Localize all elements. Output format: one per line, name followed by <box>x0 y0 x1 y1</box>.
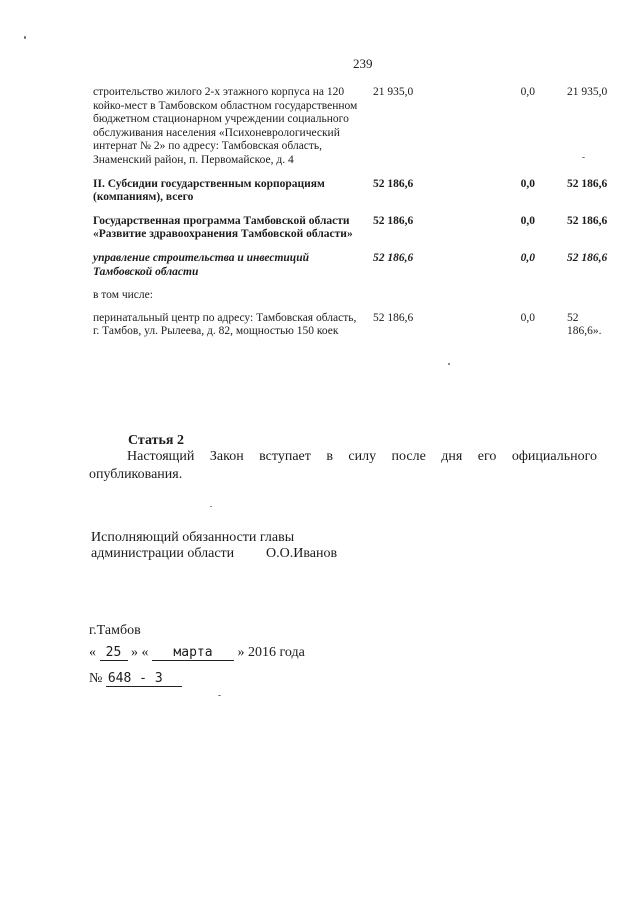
table-row <box>93 178 613 215</box>
document-number <box>89 671 182 687</box>
row-value-3: 52 186,6». <box>567 311 602 338</box>
date-year: » 2016 года <box>237 645 305 660</box>
row-value-1: 52 186,6 <box>373 177 414 190</box>
table-row <box>93 86 613 178</box>
table-row <box>93 215 613 252</box>
table-row <box>93 312 613 349</box>
row-value-3: 52 186,6 <box>567 251 608 264</box>
place-of-signing: г.Тамбов <box>89 623 141 638</box>
row-value-3: 21 935,0 <box>567 86 608 98</box>
date-month: марта <box>152 645 234 661</box>
row-description: Государственная программа Тамбовской области «Развитие здравоохранения Тамбовской области» <box>93 214 353 241</box>
row-value-2: 0,0 <box>520 251 535 264</box>
row-value-2: 0,0 <box>520 214 535 227</box>
row-value-3: 52 186,6 <box>567 214 608 227</box>
signatory-role <box>91 530 294 562</box>
row-description: II. Субсидии государственным корпорациям (компаниям), всего <box>93 177 325 204</box>
row-value-3: 52 186,6 <box>567 177 608 190</box>
article-text: Настоящий Закон вступает в силу после дня его официального опубликования. <box>89 449 597 482</box>
article-heading: Статья 2 <box>128 433 184 448</box>
scan-speck <box>448 363 450 365</box>
row-value-2: 0,0 <box>520 86 535 98</box>
signatory-name: О.О.Иванов <box>266 546 338 561</box>
row-description: строительство жилого 2-х этажного корпуса на 120 койко-мест в Тамбовском областном государственном бюджетном стационарном учреждении социального обслуживания населения «Психоневрологический интернат № 2» по адресу: Тамбовская область, Знаменский район, п. Первомайское, д. 4 <box>93 86 358 166</box>
row-description: управление строительства и инвестиций Тамбовской области <box>93 251 309 278</box>
row-description: перинатальный центр по адресу: Тамбовская область, г. Тамбов, ул. Рылеева, д. 82, мощностью 150 коек <box>93 311 357 338</box>
row-value-2: 0,0 <box>520 177 535 190</box>
row-value-2: 0,0 <box>520 311 535 324</box>
table-row <box>93 289 613 312</box>
scan-speck <box>218 695 221 696</box>
row-value-1: 52 186,6 <box>373 214 414 227</box>
date-open-quote: « <box>89 645 96 660</box>
signatory-role-line-1: Исполняющий обязанности главы <box>91 530 295 545</box>
page-number: 239 <box>353 56 373 71</box>
row-value-1: 52 186,6 <box>373 311 414 324</box>
row-value-1: 52 186,6 <box>373 251 414 264</box>
scan-speck <box>582 157 585 158</box>
table-row <box>93 252 613 289</box>
signatory-role-line-2: администрации области <box>91 546 235 561</box>
row-value-1: 21 935,0 <box>373 86 414 98</box>
number-sign: № <box>89 671 103 686</box>
number-value: 648 - З <box>106 671 182 687</box>
budget-table <box>93 86 613 349</box>
scan-speck <box>210 506 212 507</box>
date-day: 25 <box>100 645 128 661</box>
date-mid-quotes: » « <box>131 645 149 660</box>
row-description: в том числе: <box>93 289 153 302</box>
scan-speck <box>24 36 26 39</box>
signing-date <box>89 645 305 661</box>
